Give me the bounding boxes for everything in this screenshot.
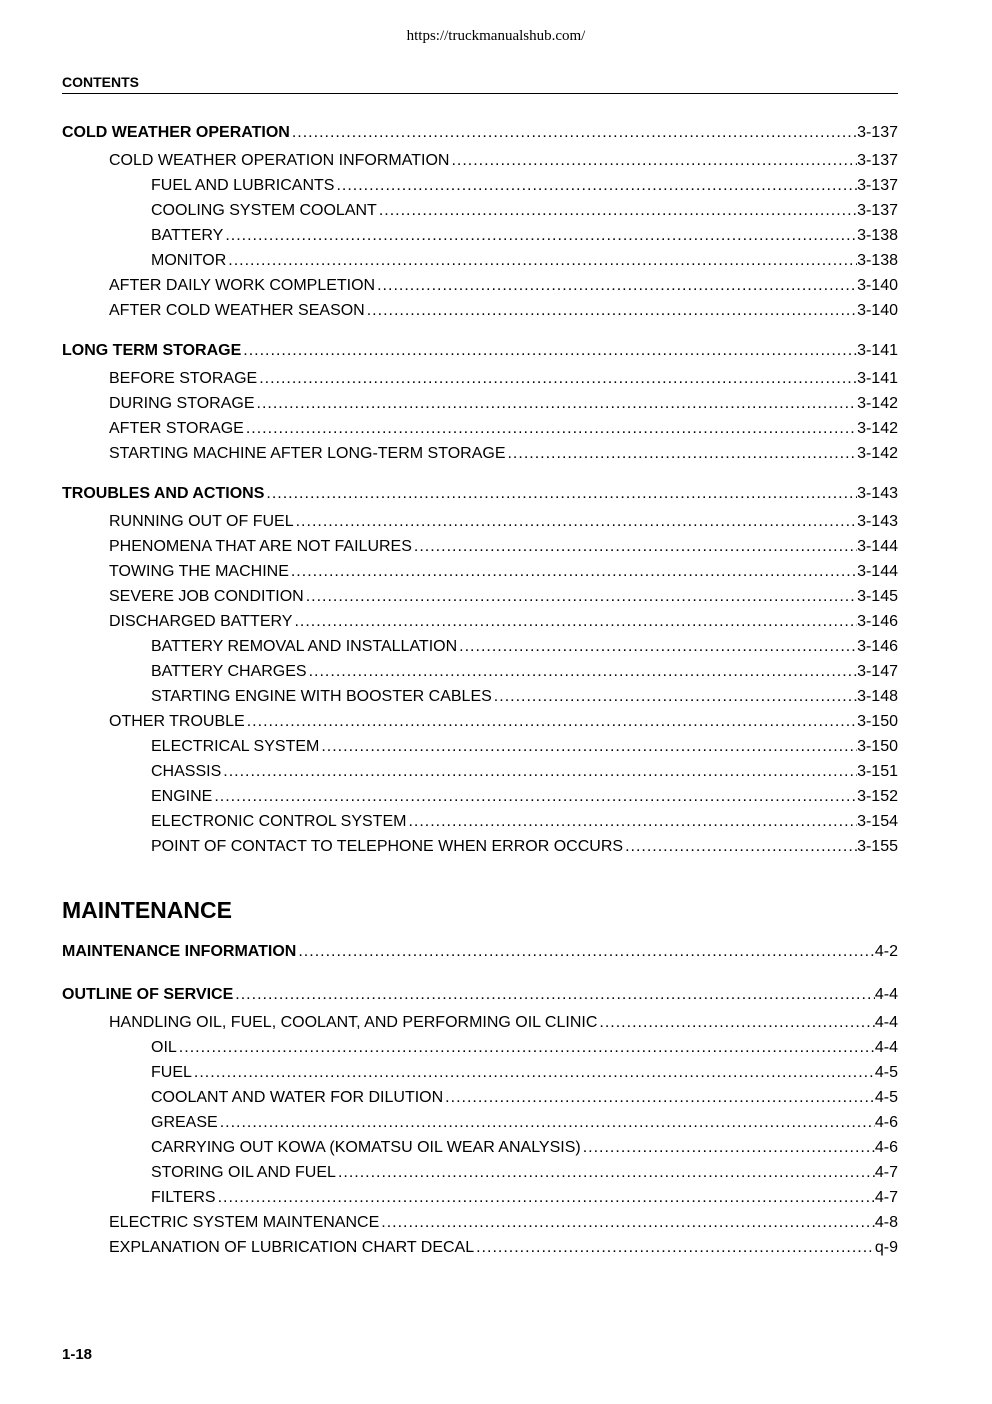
dot-leader <box>255 391 858 416</box>
dot-leader <box>505 441 857 466</box>
toc-entry[interactable] <box>62 366 898 391</box>
toc-entry-title: STARTING MACHINE AFTER LONG-TERM STORAGE <box>109 445 506 462</box>
toc-entry[interactable] <box>62 709 898 734</box>
toc-entry[interactable] <box>62 759 898 784</box>
toc-entry-page: 3-144 <box>857 563 898 580</box>
toc-entry-title: OTHER TROUBLE <box>109 713 245 730</box>
toc-entry[interactable] <box>62 298 898 323</box>
toc-entry-title: COOLING SYSTEM COOLANT <box>151 202 377 219</box>
running-header: CONTENTS <box>62 74 898 94</box>
toc-entry-page: 3-137 <box>857 177 898 194</box>
toc-entry[interactable] <box>62 559 898 584</box>
toc-entry[interactable] <box>62 273 898 298</box>
toc-entry[interactable] <box>62 481 898 509</box>
toc-entry-page: q-9 <box>874 1239 898 1256</box>
toc-entry[interactable] <box>62 441 898 466</box>
toc-entry[interactable] <box>62 734 898 759</box>
toc-entry-page: 3-145 <box>857 588 898 605</box>
toc-entry-title: COOLANT AND WATER FOR DILUTION <box>151 1089 444 1106</box>
toc-entry[interactable] <box>62 1160 898 1185</box>
dot-leader <box>365 298 857 323</box>
dot-leader <box>216 1185 875 1210</box>
toc-entry-page: 3-141 <box>857 370 898 387</box>
dot-leader <box>226 248 857 273</box>
toc-entry-title: STARTING ENGINE WITH BOOSTER CABLES <box>151 688 492 705</box>
dot-leader <box>377 198 857 223</box>
toc-entry-page: 3-155 <box>857 838 898 855</box>
toc-entry-title: POINT OF CONTACT TO TELEPHONE WHEN ERROR OCCURS <box>151 838 624 855</box>
toc-entry-title: AFTER COLD WEATHER SEASON <box>109 302 365 319</box>
toc-entry-title: EXPLANATION OF LUBRICATION CHART DECAL <box>109 1239 475 1256</box>
toc-entry-page: 3-146 <box>857 613 898 630</box>
toc-entry-page: 4-6 <box>874 1139 898 1156</box>
dot-leader <box>307 659 857 684</box>
toc-entry-title: ELECTRICAL SYSTEM <box>151 738 320 755</box>
dot-leader <box>412 534 857 559</box>
toc-entry[interactable] <box>62 1185 898 1210</box>
toc-entry-title: AFTER STORAGE <box>109 420 244 437</box>
dot-leader <box>375 273 857 298</box>
toc-entry[interactable] <box>62 338 898 366</box>
toc-entry-title: DISCHARGED BATTERY <box>109 613 293 630</box>
dot-leader <box>304 584 857 609</box>
toc-entry[interactable] <box>62 198 898 223</box>
toc-entry-title: DURING STORAGE <box>109 395 255 412</box>
toc-entry-page: 3-148 <box>857 688 898 705</box>
dot-leader <box>296 939 875 964</box>
dot-leader <box>264 481 857 506</box>
dot-leader <box>319 734 857 759</box>
toc-entry[interactable] <box>62 509 898 534</box>
toc-entry-title: TOWING THE MACHINE <box>109 563 289 580</box>
dot-leader <box>334 173 857 198</box>
toc-part-1 <box>62 120 898 859</box>
toc-entry[interactable] <box>62 982 898 1010</box>
toc-entry-page: 4-2 <box>874 943 898 960</box>
toc-entry-page: 3-152 <box>857 788 898 805</box>
toc-entry[interactable] <box>62 120 898 148</box>
toc-entry[interactable] <box>62 173 898 198</box>
dot-leader <box>443 1085 875 1110</box>
toc-entry[interactable] <box>62 1060 898 1085</box>
toc-entry-title: STORING OIL AND FUEL <box>151 1164 336 1181</box>
dot-leader <box>474 1235 875 1260</box>
dot-leader <box>177 1035 875 1060</box>
toc-entry-title: OUTLINE OF SERVICE <box>62 986 234 1003</box>
toc-entry-title: AFTER DAILY WORK COMPLETION <box>109 277 376 294</box>
toc-entry-page: 3-150 <box>857 713 898 730</box>
toc-entry[interactable] <box>62 939 898 967</box>
dot-leader <box>406 809 857 834</box>
dot-leader <box>597 1010 874 1035</box>
toc-entry-title: COLD WEATHER OPERATION <box>62 124 290 141</box>
toc-entry-title: HANDLING OIL, FUEL, COOLANT, AND PERFORMING OIL CLINIC <box>109 1014 598 1031</box>
dot-leader <box>457 634 857 659</box>
toc-entry[interactable] <box>62 684 898 709</box>
toc-entry-page: 3-137 <box>857 124 898 141</box>
toc-entry-title: OIL <box>151 1039 177 1056</box>
toc-entry[interactable] <box>62 634 898 659</box>
toc-entry-title: CHASSIS <box>151 763 222 780</box>
toc-entry[interactable] <box>62 223 898 248</box>
toc-entry-title: ELECTRONIC CONTROL SYSTEM <box>151 813 407 830</box>
toc-entry[interactable] <box>62 584 898 609</box>
page-number: 1-18 <box>62 1346 93 1363</box>
toc-entry-title: BATTERY CHARGES <box>151 663 307 680</box>
toc-entry-title: GREASE <box>151 1114 218 1131</box>
dot-leader <box>449 148 857 173</box>
toc-entry-title: TROUBLES AND ACTIONS <box>62 485 265 502</box>
toc-entry[interactable] <box>62 1010 898 1035</box>
table-of-contents <box>62 120 898 1260</box>
toc-entry[interactable] <box>62 609 898 634</box>
toc-entry[interactable] <box>62 391 898 416</box>
toc-entry[interactable] <box>62 148 898 173</box>
dot-leader <box>290 120 857 145</box>
toc-entry-page: 4-5 <box>874 1089 898 1106</box>
source-url[interactable]: https://truckmanualshub.com/ <box>406 28 586 44</box>
toc-entry-page: 3-142 <box>857 420 898 437</box>
toc-entry[interactable] <box>62 659 898 684</box>
toc-entry-page: 4-4 <box>874 986 898 1003</box>
toc-entry-page: 4-5 <box>874 1064 898 1081</box>
toc-entry-page: 3-140 <box>857 277 898 294</box>
toc-entry-title: PHENOMENA THAT ARE NOT FAILURES <box>109 538 412 555</box>
toc-entry-page: 4-4 <box>874 1014 898 1031</box>
toc-entry-title: MAINTENANCE INFORMATION <box>62 943 297 960</box>
toc-entry-title: COLD WEATHER OPERATION INFORMATION <box>109 152 450 169</box>
dot-leader <box>492 684 857 709</box>
dot-leader <box>289 559 857 584</box>
toc-entry-title: BATTERY <box>151 227 224 244</box>
toc-entry[interactable] <box>62 416 898 441</box>
toc-entry-page: 3-146 <box>857 638 898 655</box>
toc-entry[interactable] <box>62 248 898 273</box>
toc-entry[interactable] <box>62 1235 898 1260</box>
toc-part-2 <box>62 939 898 1260</box>
toc-entry-title: MONITOR <box>151 252 227 269</box>
toc-entry-page: 3-137 <box>857 202 898 219</box>
dot-leader <box>257 366 857 391</box>
toc-entry-title: FUEL <box>151 1064 192 1081</box>
toc-entry-page: 4-4 <box>874 1039 898 1056</box>
dot-leader <box>212 784 857 809</box>
toc-entry[interactable] <box>62 834 898 859</box>
toc-entry-page: 3-147 <box>857 663 898 680</box>
toc-entry-title: BEFORE STORAGE <box>109 370 258 387</box>
toc-entry-page: 4-6 <box>874 1114 898 1131</box>
toc-entry-title: FUEL AND LUBRICANTS <box>151 177 335 194</box>
toc-entry-page: 3-138 <box>857 227 898 244</box>
dot-leader <box>218 1110 875 1135</box>
toc-entry[interactable] <box>62 1035 898 1060</box>
toc-entry-page: 3-140 <box>857 302 898 319</box>
toc-entry[interactable] <box>62 1135 898 1160</box>
dot-leader <box>379 1210 875 1235</box>
toc-entry-page: 4-7 <box>874 1189 898 1206</box>
dot-leader <box>244 416 857 441</box>
dot-leader <box>241 338 857 363</box>
dot-leader <box>581 1135 875 1160</box>
toc-entry-page: 3-141 <box>857 342 898 359</box>
toc-entry[interactable] <box>62 809 898 834</box>
dot-leader <box>336 1160 875 1185</box>
toc-entry-page: 3-142 <box>857 445 898 462</box>
dot-leader <box>233 982 875 1007</box>
toc-entry[interactable] <box>62 1085 898 1110</box>
toc-entry-page: 3-142 <box>857 395 898 412</box>
toc-entry-title: CARRYING OUT KOWA (KOMATSU OIL WEAR ANALYSIS) <box>151 1139 581 1156</box>
toc-entry-title: RUNNING OUT OF FUEL <box>109 513 294 530</box>
toc-entry[interactable] <box>62 784 898 809</box>
dot-leader <box>192 1060 875 1085</box>
toc-entry-page: 4-7 <box>874 1164 898 1181</box>
toc-entry-title: ELECTRIC SYSTEM MAINTENANCE <box>109 1214 380 1231</box>
dot-leader <box>292 609 857 634</box>
toc-entry-title: FILTERS <box>151 1189 216 1206</box>
dot-leader <box>623 834 857 859</box>
toc-entry-page: 3-144 <box>857 538 898 555</box>
section-title: MAINTENANCE <box>62 897 232 923</box>
toc-entry-title: LONG TERM STORAGE <box>62 342 242 359</box>
toc-entry[interactable] <box>62 1110 898 1135</box>
toc-entry-page: 3-154 <box>857 813 898 830</box>
toc-entry-page: 3-143 <box>857 485 898 502</box>
toc-entry[interactable] <box>62 534 898 559</box>
toc-entry[interactable] <box>62 1210 898 1235</box>
toc-entry-title: SEVERE JOB CONDITION <box>109 588 304 605</box>
toc-entry-page: 3-150 <box>857 738 898 755</box>
dot-leader <box>245 709 857 734</box>
toc-entry-page: 4-8 <box>874 1214 898 1231</box>
toc-entry-page: 3-138 <box>857 252 898 269</box>
toc-entry-page: 3-151 <box>857 763 898 780</box>
dot-leader <box>221 759 857 784</box>
toc-entry-title: BATTERY REMOVAL AND INSTALLATION <box>151 638 458 655</box>
toc-entry-page: 3-137 <box>857 152 898 169</box>
toc-entry-page: 3-143 <box>857 513 898 530</box>
dot-leader <box>294 509 857 534</box>
dot-leader <box>223 223 857 248</box>
toc-entry-title: ENGINE <box>151 788 213 805</box>
